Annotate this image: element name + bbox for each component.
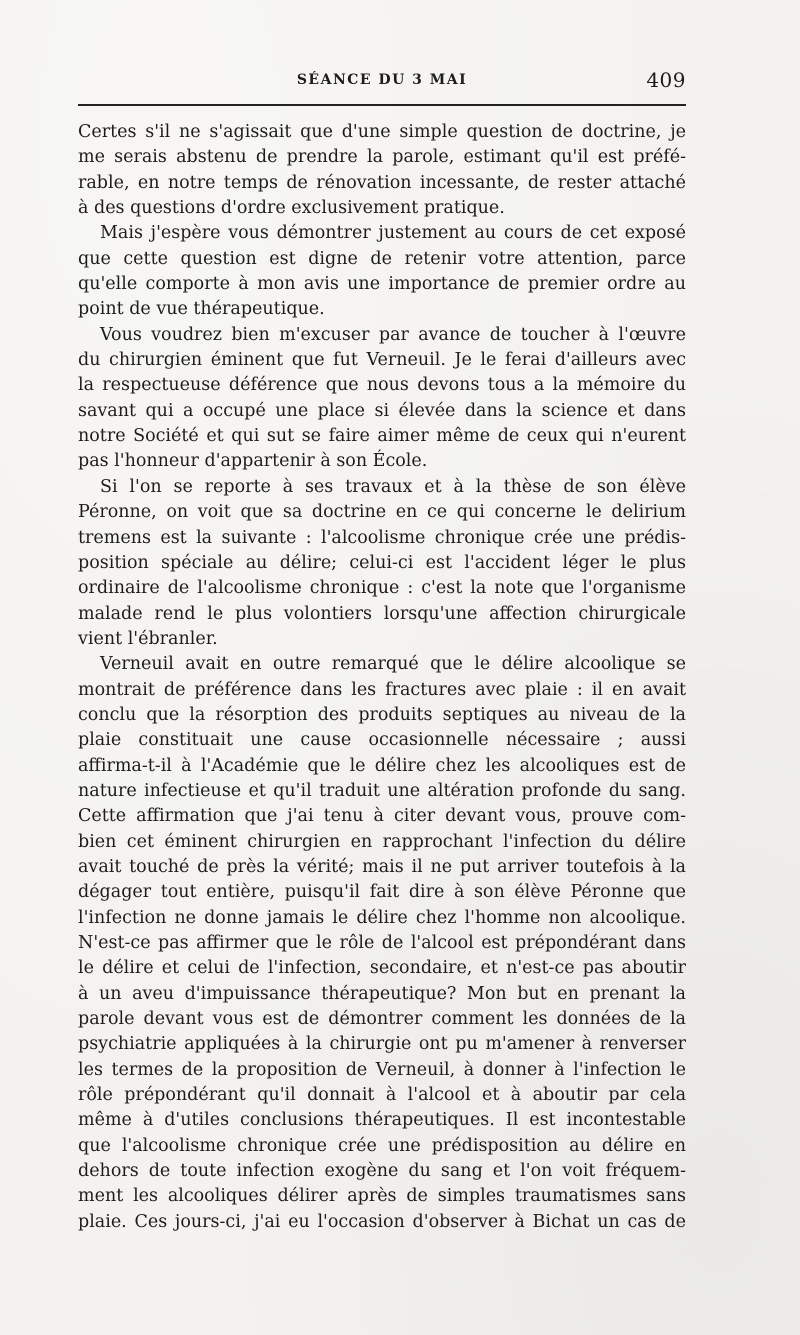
- text-line: l'infection ne donne jamais le délire chez l'homme non alcoolique.: [78, 907, 686, 928]
- body-text: [78, 120, 686, 1235]
- running-head: SÉANCE DU 3 MAI: [296, 72, 468, 88]
- text-line: me serais abstenu de prendre la parole, estimant qu'il est préfé-: [78, 147, 686, 168]
- text-line: la respectueuse déférence que nous devons tous a la mémoire du: [78, 375, 686, 396]
- text-line: les termes de la proposition de Verneuil, à donner à l'infection le: [78, 1059, 686, 1080]
- text-line: Vous voudrez bien m'excuser par avance de toucher à l'œuvre: [100, 324, 686, 345]
- text-line: Si l'on se reporte à ses travaux et à la thèse de son élève: [100, 476, 686, 497]
- text-line: avait touché de près la vérité; mais il ne put arriver toutefois à la: [78, 856, 686, 877]
- text-line: parole devant vous est de démontrer comment les données de la: [78, 1009, 686, 1030]
- text-line: position spéciale au délire; celui-ci est l'accident léger le plus: [78, 552, 686, 573]
- text-line: dehors de toute infection exogène du sang et l'on voit fréquem-: [78, 1161, 686, 1182]
- text-line: nature infectieuse et qu'il traduit une altération profonde du sang.: [78, 780, 686, 801]
- text-line: que cette question est digne de retenir votre attention, parce: [78, 248, 686, 269]
- text-line: plaie. Ces jours-ci, j'ai eu l'occasion d'observer à Bichat un cas de: [78, 1211, 686, 1232]
- text-line: à un aveu d'impuissance thérapeutique? Mon but en prenant la: [78, 983, 686, 1004]
- text-line: rable, en notre temps de rénovation incessante, de rester attaché: [78, 172, 686, 193]
- text-line: rôle prépondérant qu'il donnait à l'alcool et à aboutir par cela: [78, 1085, 686, 1106]
- text-line: qu'elle comporte à mon avis une importance de premier ordre au: [78, 274, 686, 295]
- text-line: notre Société et qui sut se faire aimer même de ceux qui n'eurent: [78, 426, 686, 447]
- text-line: dégager tout entière, puisqu'il fait dire à son élève Péronne que: [78, 882, 686, 903]
- text-line: Cette affirmation que j'ai tenu à citer devant vous, prouve com-: [78, 806, 686, 827]
- text-line: le délire et celui de l'infection, secondaire, et n'est-ce pas aboutir: [78, 958, 686, 979]
- text-line: vient l'ébranler.: [78, 628, 218, 649]
- text-line: du chirurgien éminent que fut Verneuil. Je le ferai d'ailleurs avec: [78, 350, 686, 371]
- text-line: même à d'utiles conclusions thérapeutiques. Il est incontestable: [78, 1110, 686, 1131]
- text-line: psychiatrie appliquées à la chirurgie ont pu m'amener à renverser: [78, 1034, 686, 1055]
- text-line: malade rend le plus volontiers lorsqu'une affection chirurgicale: [78, 603, 686, 624]
- text-line: que l'alcoolisme chronique crée une prédisposition au délire en: [78, 1135, 686, 1156]
- text-line: Péronne, on voit que sa doctrine en ce qui concerne le delirium: [78, 502, 686, 523]
- text-line: tremens est la suivante : l'alcoolisme chronique crée une prédis-: [78, 527, 686, 548]
- text-line: Mais j'espère vous démontrer justement au cours de cet exposé: [100, 223, 686, 244]
- text-line: ordinaire de l'alcoolisme chronique : c'est la note que l'organisme: [78, 578, 686, 599]
- text-line: savant qui a occupé une place si élevée dans la science et dans: [78, 400, 686, 421]
- page-header: [78, 68, 686, 98]
- text-line: ment les alcooliques délirer après de simples traumatismes sans: [78, 1186, 686, 1207]
- text-line: à des questions d'ordre exclusivement pratique.: [78, 198, 505, 219]
- page-number: 409: [646, 68, 686, 92]
- text-line: Verneuil avait en outre remarqué que le délire alcoolique se: [100, 654, 686, 675]
- text-line: pas l'honneur d'appartenir à son École.: [78, 451, 428, 472]
- text-line: conclu que la résorption des produits septiques au niveau de la: [78, 704, 686, 725]
- text-line: N'est-ce pas affirmer que le rôle de l'alcool est prépondérant dans: [78, 933, 686, 953]
- header-rule: [78, 104, 686, 106]
- text-line: point de vue thérapeutique.: [78, 299, 325, 320]
- text-line: affirma-t-il à l'Académie que le délire chez les alcooliques est de: [78, 755, 686, 776]
- text-line: bien cet éminent chirurgien en rapprochant l'infection du délire: [78, 831, 686, 852]
- text-line: Certes s'il ne s'agissait que d'une simple question de doctrine, je: [78, 122, 686, 142]
- text-line: plaie constituait une cause occasionnelle nécessaire ; aussi: [78, 730, 686, 751]
- text-line: montrait de préférence dans les fractures avec plaie : il en avait: [78, 679, 686, 700]
